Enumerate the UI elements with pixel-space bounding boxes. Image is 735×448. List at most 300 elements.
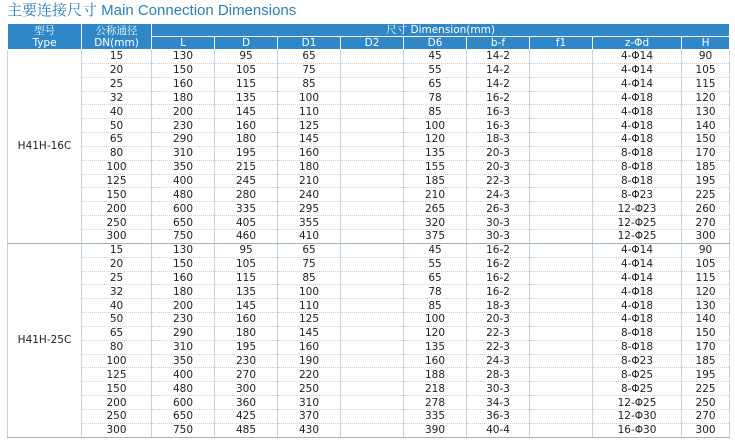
col-header-h: H — [682, 37, 730, 50]
table-cell: 4-Φ14 — [593, 77, 682, 91]
table-cell: 150 — [82, 382, 152, 396]
table-cell: 195 — [215, 146, 278, 160]
table-cell: 16-2 — [467, 243, 530, 257]
dimensions-table-wrapper — [7, 23, 729, 438]
table-cell: 85 — [404, 299, 467, 313]
table-cell: 225 — [682, 188, 730, 202]
table-cell: 65 — [278, 50, 341, 64]
col-header-d6: D6 — [404, 37, 467, 50]
table-cell: 295 — [278, 202, 341, 216]
table-row — [8, 146, 730, 160]
table-row — [8, 382, 730, 396]
table-cell: 210 — [404, 188, 467, 202]
table-cell: 100 — [82, 354, 152, 368]
table-row — [8, 299, 730, 313]
table-cell: 375 — [404, 229, 467, 243]
table-cell: 145 — [215, 299, 278, 313]
col-header-d: D — [215, 37, 278, 50]
table-cell — [530, 340, 593, 354]
table-cell: 115 — [682, 77, 730, 91]
table-cell: 50 — [82, 313, 152, 327]
table-cell: 30-3 — [467, 382, 530, 396]
table-cell: 300 — [682, 423, 730, 437]
table-cell: 120 — [404, 133, 467, 147]
table-cell: 400 — [152, 368, 215, 382]
table-cell: 405 — [215, 216, 278, 230]
table-cell: 8-Φ25 — [593, 368, 682, 382]
table-cell: 120 — [682, 91, 730, 105]
table-cell: 8-Φ18 — [593, 174, 682, 188]
table-cell: 265 — [404, 202, 467, 216]
table-cell: 145 — [278, 326, 341, 340]
dimension-header: 尺寸 Dimension(mm) — [152, 24, 730, 37]
table-cell — [530, 91, 593, 105]
table-cell: 8-Φ18 — [593, 146, 682, 160]
table-cell — [341, 77, 404, 91]
table-cell: 22-3 — [467, 340, 530, 354]
table-cell: 180 — [152, 285, 215, 299]
table-cell: 105 — [215, 63, 278, 77]
table-cell: 130 — [682, 105, 730, 119]
table-cell: 75 — [278, 63, 341, 77]
table-cell — [341, 91, 404, 105]
table-cell: 100 — [404, 313, 467, 327]
col-header-d1: D1 — [278, 37, 341, 50]
table-cell: 250 — [82, 216, 152, 230]
table-cell: 125 — [278, 119, 341, 133]
table-cell: 105 — [215, 257, 278, 271]
table-cell: 195 — [682, 174, 730, 188]
table-cell: 170 — [682, 340, 730, 354]
model-header-en: Type — [32, 36, 57, 49]
table-cell: 8-Φ25 — [593, 382, 682, 396]
table-cell: 290 — [152, 133, 215, 147]
table-cell: 22-3 — [467, 326, 530, 340]
table-cell: 4-Φ18 — [593, 91, 682, 105]
table-cell: 28-3 — [467, 368, 530, 382]
table-cell: 65 — [278, 243, 341, 257]
table-body — [8, 50, 730, 438]
table-cell: 145 — [278, 133, 341, 147]
table-cell: 130 — [152, 243, 215, 257]
table-cell — [341, 50, 404, 64]
table-cell: 220 — [278, 368, 341, 382]
table-cell: 22-3 — [467, 174, 530, 188]
table-cell: 260 — [682, 202, 730, 216]
table-row — [8, 340, 730, 354]
table-cell — [530, 423, 593, 437]
table-row — [8, 188, 730, 202]
table-cell: 135 — [404, 340, 467, 354]
table-cell: 12-Φ25 — [593, 216, 682, 230]
table-cell: 150 — [82, 188, 152, 202]
table-cell: 110 — [278, 105, 341, 119]
table-cell: 95 — [215, 50, 278, 64]
table-cell — [341, 119, 404, 133]
table-cell: 218 — [404, 382, 467, 396]
table-cell: 120 — [404, 326, 467, 340]
table-cell: 160 — [215, 119, 278, 133]
table-cell: 85 — [278, 271, 341, 285]
table-cell: 300 — [82, 423, 152, 437]
table-cell: 4-Φ18 — [593, 313, 682, 327]
table-cell: 650 — [152, 216, 215, 230]
table-cell: 78 — [404, 91, 467, 105]
table-cell: 20 — [82, 63, 152, 77]
table-cell: 24-3 — [467, 354, 530, 368]
table-cell: 16-2 — [467, 285, 530, 299]
table-cell: 12-Φ25 — [593, 396, 682, 410]
table-cell: 185 — [682, 160, 730, 174]
table-row — [8, 313, 730, 327]
dn-header-cn: 公称通径 — [95, 24, 138, 37]
table-cell — [530, 133, 593, 147]
table-cell — [341, 368, 404, 382]
table-cell: 230 — [215, 354, 278, 368]
table-cell: 245 — [215, 174, 278, 188]
table-cell: 4-Φ18 — [593, 105, 682, 119]
table-cell: 130 — [682, 299, 730, 313]
table-cell — [341, 160, 404, 174]
table-cell: 125 — [278, 313, 341, 327]
table-cell: 145 — [215, 105, 278, 119]
table-cell — [341, 63, 404, 77]
table-cell: 100 — [278, 91, 341, 105]
table-cell: 300 — [215, 382, 278, 396]
table-cell: 34-3 — [467, 396, 530, 410]
table-cell: 16-2 — [467, 91, 530, 105]
table-cell: 310 — [152, 340, 215, 354]
table-cell: 80 — [82, 146, 152, 160]
page-title: 主要连接尺寸 Main Connection Dimensions — [7, 2, 297, 19]
table-cell: 8-Φ23 — [593, 354, 682, 368]
table-cell: 250 — [82, 409, 152, 423]
table-cell: 750 — [152, 229, 215, 243]
table-cell — [530, 146, 593, 160]
table-cell — [530, 257, 593, 271]
table-cell: 8-Φ23 — [593, 188, 682, 202]
table-cell: 390 — [404, 423, 467, 437]
table-cell — [530, 396, 593, 410]
table-cell: 4-Φ18 — [593, 299, 682, 313]
table-cell: 230 — [152, 313, 215, 327]
table-cell — [341, 382, 404, 396]
table-cell: 240 — [278, 188, 341, 202]
table-cell: 100 — [82, 160, 152, 174]
table-cell: 125 — [82, 368, 152, 382]
table-cell — [341, 354, 404, 368]
table-cell — [341, 202, 404, 216]
table-cell — [341, 340, 404, 354]
table-row — [8, 133, 730, 147]
table-cell — [341, 285, 404, 299]
table-cell: 150 — [682, 133, 730, 147]
table-cell: 160 — [404, 354, 467, 368]
table-cell — [530, 326, 593, 340]
table-cell: 20-3 — [467, 146, 530, 160]
table-cell — [341, 174, 404, 188]
table-cell: 300 — [682, 229, 730, 243]
table-cell: 16-Φ30 — [593, 423, 682, 437]
table-cell: 135 — [404, 146, 467, 160]
table-cell: 115 — [215, 77, 278, 91]
table-cell — [341, 313, 404, 327]
table-cell: 170 — [682, 146, 730, 160]
table-cell — [341, 396, 404, 410]
table-cell: 160 — [278, 340, 341, 354]
table-cell: 12-Φ25 — [593, 229, 682, 243]
table-cell: 85 — [278, 77, 341, 91]
table-cell: 600 — [152, 396, 215, 410]
col-header-f1: f1 — [530, 37, 593, 50]
model-header — [8, 24, 82, 50]
table-cell — [530, 409, 593, 423]
table-cell: 200 — [82, 202, 152, 216]
table-cell: 460 — [215, 229, 278, 243]
table-cell: 25 — [82, 77, 152, 91]
table-cell: 50 — [82, 119, 152, 133]
table-cell — [530, 313, 593, 327]
table-cell — [530, 188, 593, 202]
table-cell: 135 — [215, 91, 278, 105]
table-cell — [530, 77, 593, 91]
table-row — [8, 326, 730, 340]
table-cell: 300 — [82, 229, 152, 243]
table-cell — [530, 299, 593, 313]
table-row — [8, 50, 730, 64]
table-cell — [341, 271, 404, 285]
table-cell — [530, 202, 593, 216]
table-cell — [341, 146, 404, 160]
table-cell: 75 — [278, 257, 341, 271]
table-cell: 20-3 — [467, 160, 530, 174]
table-cell — [530, 382, 593, 396]
table-cell: 230 — [152, 119, 215, 133]
table-cell — [341, 423, 404, 437]
col-header-z-d: z-Φd — [593, 37, 682, 50]
table-cell: 195 — [682, 368, 730, 382]
table-cell: 12-Φ30 — [593, 409, 682, 423]
table-cell: 95 — [215, 243, 278, 257]
table-row — [8, 216, 730, 230]
table-cell: 125 — [82, 174, 152, 188]
table-cell: 350 — [152, 160, 215, 174]
table-row — [8, 105, 730, 119]
table-cell: 355 — [278, 216, 341, 230]
table-cell: 18-3 — [467, 299, 530, 313]
table-cell: 4-Φ14 — [593, 257, 682, 271]
table-cell: 210 — [278, 174, 341, 188]
table-cell: 188 — [404, 368, 467, 382]
table-cell — [530, 243, 593, 257]
table-cell: 8-Φ18 — [593, 160, 682, 174]
table-cell — [341, 229, 404, 243]
table-cell: 485 — [215, 423, 278, 437]
table-cell: 270 — [682, 216, 730, 230]
table-cell: 90 — [682, 50, 730, 64]
table-cell: 4-Φ18 — [593, 285, 682, 299]
table-cell: 20 — [82, 257, 152, 271]
table-cell: 360 — [215, 396, 278, 410]
table-cell: 16-3 — [467, 105, 530, 119]
table-cell: 14-2 — [467, 50, 530, 64]
table-cell: 4-Φ14 — [593, 271, 682, 285]
table-cell — [530, 160, 593, 174]
table-cell: 185 — [404, 174, 467, 188]
model-type-cell: H41H-16C — [8, 50, 82, 244]
table-cell: 310 — [278, 396, 341, 410]
table-cell: 335 — [215, 202, 278, 216]
table-cell — [341, 105, 404, 119]
table-cell: 16-3 — [467, 119, 530, 133]
table-cell: 65 — [82, 326, 152, 340]
table-cell: 4-Φ14 — [593, 243, 682, 257]
table-row — [8, 243, 730, 257]
table-cell: 65 — [404, 271, 467, 285]
table-cell: 425 — [215, 409, 278, 423]
dn-header — [82, 24, 152, 50]
table-cell: 225 — [682, 382, 730, 396]
table-cell: 310 — [152, 146, 215, 160]
table-cell — [530, 174, 593, 188]
table-row — [8, 396, 730, 410]
model-type-cell: H41H-25C — [8, 243, 82, 437]
table-cell: 600 — [152, 202, 215, 216]
table-cell: 40 — [82, 299, 152, 313]
table-cell: 200 — [152, 299, 215, 313]
table-cell — [530, 354, 593, 368]
table-row — [8, 409, 730, 423]
table-cell: 4-Φ18 — [593, 119, 682, 133]
table-cell: 80 — [82, 340, 152, 354]
table-cell: 150 — [682, 326, 730, 340]
table-cell: 410 — [278, 229, 341, 243]
col-header-b-f: b-f — [467, 37, 530, 50]
table-cell: 480 — [152, 382, 215, 396]
table-cell: 45 — [404, 50, 467, 64]
table-cell: 750 — [152, 423, 215, 437]
table-cell: 30-3 — [467, 216, 530, 230]
table-cell: 270 — [682, 409, 730, 423]
table-cell: 335 — [404, 409, 467, 423]
table-cell: 32 — [82, 91, 152, 105]
table-cell — [530, 105, 593, 119]
table-cell: 185 — [682, 354, 730, 368]
table-cell: 16-2 — [467, 257, 530, 271]
table-cell: 78 — [404, 285, 467, 299]
table-cell: 105 — [682, 63, 730, 77]
table-cell: 26-3 — [467, 202, 530, 216]
table-row — [8, 257, 730, 271]
table-row — [8, 119, 730, 133]
table-cell: 180 — [215, 133, 278, 147]
dimensions-table — [7, 23, 730, 438]
table-cell — [341, 299, 404, 313]
table-cell: 20-3 — [467, 313, 530, 327]
table-cell — [530, 216, 593, 230]
table-row — [8, 77, 730, 91]
table-cell — [341, 243, 404, 257]
table-cell: 32 — [82, 285, 152, 299]
table-cell — [341, 257, 404, 271]
table-row — [8, 368, 730, 382]
table-cell: 140 — [682, 313, 730, 327]
table-cell: 15 — [82, 50, 152, 64]
table-cell: 270 — [215, 368, 278, 382]
table-cell: 200 — [152, 105, 215, 119]
table-cell: 24-3 — [467, 188, 530, 202]
table-cell: 160 — [152, 271, 215, 285]
table-cell: 250 — [682, 396, 730, 410]
table-cell: 36-3 — [467, 409, 530, 423]
table-cell: 215 — [215, 160, 278, 174]
table-cell: 280 — [215, 188, 278, 202]
table-cell: 65 — [404, 77, 467, 91]
table-cell: 30-3 — [467, 229, 530, 243]
table-cell: 15 — [82, 243, 152, 257]
table-cell: 180 — [152, 91, 215, 105]
table-row — [8, 354, 730, 368]
table-cell: 135 — [215, 285, 278, 299]
table-cell: 40-4 — [467, 423, 530, 437]
table-cell: 160 — [152, 77, 215, 91]
table-row — [8, 285, 730, 299]
table-cell: 130 — [152, 50, 215, 64]
table-cell: 18-3 — [467, 133, 530, 147]
table-cell: 115 — [215, 271, 278, 285]
table-cell: 105 — [682, 257, 730, 271]
table-cell: 290 — [152, 326, 215, 340]
table-cell: 16-2 — [467, 271, 530, 285]
table-cell — [341, 409, 404, 423]
table-cell: 85 — [404, 105, 467, 119]
table-cell: 90 — [682, 243, 730, 257]
table-cell: 160 — [215, 313, 278, 327]
table-cell: 370 — [278, 409, 341, 423]
table-cell: 4-Φ14 — [593, 50, 682, 64]
col-header-l: L — [152, 37, 215, 50]
table-cell: 160 — [278, 146, 341, 160]
table-row — [8, 91, 730, 105]
table-cell: 8-Φ18 — [593, 326, 682, 340]
table-cell: 100 — [278, 285, 341, 299]
table-cell — [530, 229, 593, 243]
table-cell — [341, 188, 404, 202]
table-cell: 110 — [278, 299, 341, 313]
table-cell — [530, 50, 593, 64]
table-row — [8, 271, 730, 285]
table-cell: 55 — [404, 257, 467, 271]
table-cell: 150 — [152, 257, 215, 271]
table-row — [8, 160, 730, 174]
table-cell: 140 — [682, 119, 730, 133]
table-cell: 150 — [152, 63, 215, 77]
table-cell: 400 — [152, 174, 215, 188]
table-cell: 180 — [215, 326, 278, 340]
table-cell: 12-Φ23 — [593, 202, 682, 216]
table-cell: 278 — [404, 396, 467, 410]
table-cell: 4-Φ14 — [593, 63, 682, 77]
table-row — [8, 174, 730, 188]
table-cell — [530, 63, 593, 77]
table-cell: 480 — [152, 188, 215, 202]
table-cell — [341, 133, 404, 147]
table-cell: 195 — [215, 340, 278, 354]
table-cell: 65 — [82, 133, 152, 147]
model-header-cn: 型号 — [34, 24, 55, 37]
table-cell: 155 — [404, 160, 467, 174]
table-cell — [530, 271, 593, 285]
